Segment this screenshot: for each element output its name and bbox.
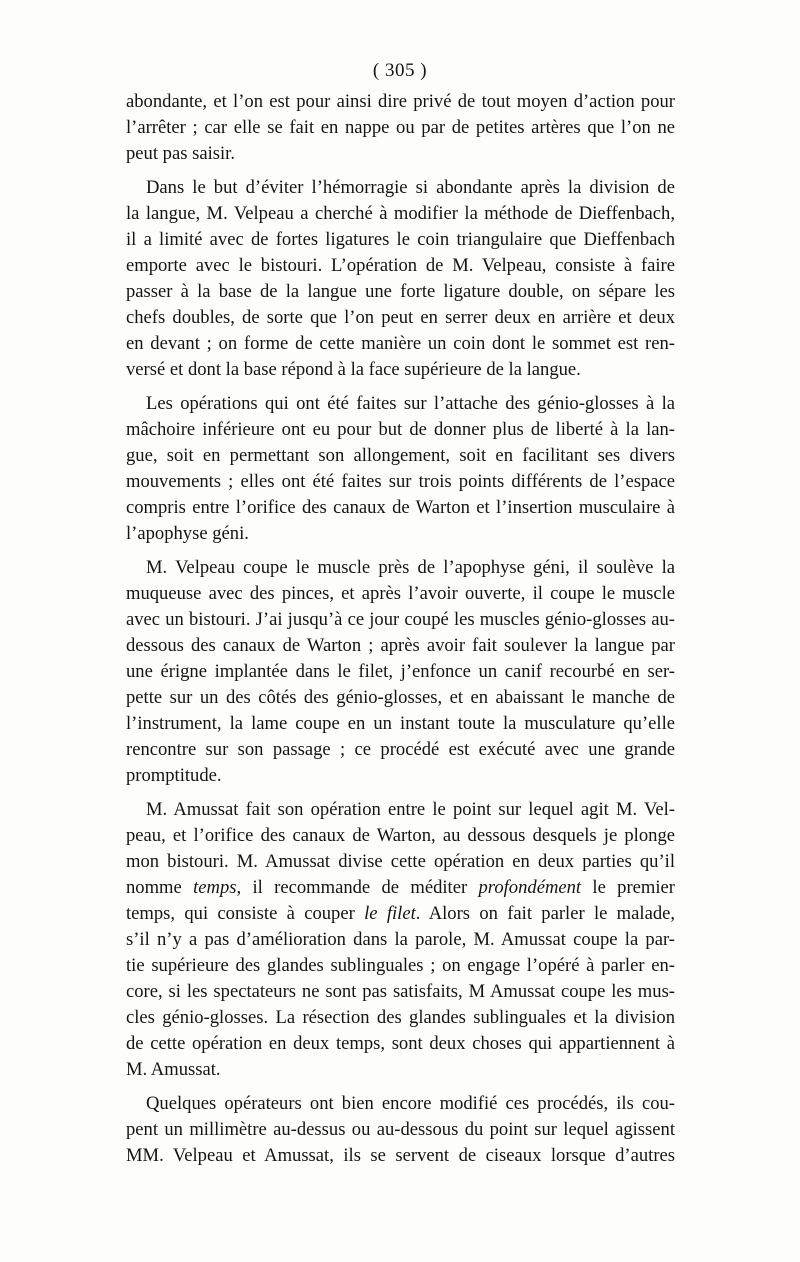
text-run: temps, qui consiste à couper [126,903,365,924]
text-line: tie supérieure des glandes sublinguales ; on engage l’opéré à parler en- [126,955,675,976]
text-run: le premier [581,877,675,898]
text-line: Dans le but d’éviter l’hémorragie si abondante après la division de [146,177,675,198]
text-line: promptitude. [126,765,222,786]
text-line: chefs doubles, de sorte que l’on peut en serrer deux en arrière et deux [126,307,675,328]
page-number: ( 305 ) [372,60,428,81]
paragraph-gap [126,547,675,555]
text-line: compris entre l’orifice des canaux de Warton et l’insertion musculaire à [126,497,675,518]
italic-term-le-filet: le filet [364,903,416,924]
text-line: cles génio-glosses. La résection des glandes sublinguales et la division [126,1007,675,1028]
text-line: une érigne implantée dans le filet, j’enfonce un canif recourbé en ser- [126,661,675,682]
text-run: nomme [126,877,194,898]
text-line: core, si les spectateurs ne sont pas satisfaits, M Amussat coupe les mus- [126,981,675,1002]
text-line: M. Velpeau coupe le muscle près de l’apophyse géni, il soulève la [146,557,675,578]
text-line: avec un bistouri. J’ai jusqu’à ce jour coupé les muscles génio-glosses au- [126,609,675,630]
text-line-with-italics [126,901,675,927]
text-line: Quelques opérateurs ont bien encore modifié ces procédés, ils cou- [146,1093,675,1114]
text-line: gue, soit en permettant son allongement, soit en facilitant ses divers [126,445,675,466]
text-line-with-italics [126,875,675,901]
text-line: pent un millimètre au-dessus ou au-dessous du point sur lequel agissent [126,1119,675,1140]
paragraph-gap [126,1083,675,1091]
text-line: s’il n’y a pas d’amélioration dans la parole, M. Amussat coupe la par- [126,929,675,950]
text-run: , il recommande de méditer [236,877,479,898]
text-line: rencontre sur son passage ; ce procédé est exécuté avec une grande [126,739,675,760]
text-line: peau, et l’orifice des canaux de Warton, au dessous desquels je plonge [126,825,675,846]
text-line: la langue, M. Velpeau a cherché à modifier la méthode de Dieffenbach, [126,203,675,224]
text-line: M. Amussat fait son opération entre le point sur lequel agit M. Vel- [146,799,675,820]
text-line: mâchoire inférieure ont eu pour but de donner plus de liberté à la lan- [126,419,675,440]
italic-term-profondement: profondément [478,877,582,898]
text-line: versé et dont la base répond à la face supérieure de la langue. [126,359,581,380]
text-line: l’instrument, la lame coupe en un instant toute la musculature qu’elle [126,713,675,734]
text-line: abondante, et l’on est pour ainsi dire privé de tout moyen d’action pour [126,91,675,112]
text-line: peut pas saisir. [126,143,235,164]
text-line: l’arrêter ; car elle se fait en nappe ou par de petites artères que l’on ne [126,117,675,138]
text-line: dessous des canaux de Warton ; après avoir fait soulever la langue par [126,635,675,656]
text-line: emporte avec le bistouri. L’opération de M. Velpeau, consiste à faire [126,255,675,276]
text-line: il a limité avec de fortes ligatures le coin triangulaire que Dieffenbach [126,229,675,250]
text-line: mon bistouri. M. Amussat divise cette opération en deux parties qu’il [126,851,675,872]
paragraph-gap [126,167,675,175]
paragraph-gap [126,383,675,391]
italic-term-temps: temps [193,877,237,898]
text-line: de cette opération en deux temps, sont deux choses qui appartiennent à [126,1033,675,1054]
paragraph-gap [126,789,675,797]
text-line: l’apophyse géni. [126,523,249,544]
text-line: M. Amussat. [126,1059,221,1080]
text-line: en devant ; on forme de cette manière un coin dont le sommet est ren- [126,333,675,354]
text-line: mouvements ; elles ont été faites sur trois points différents de l’espace [126,471,675,492]
text-line: MM. Velpeau et Amussat, ils se servent de ciseaux lorsque d’autres [126,1145,675,1166]
text-line: pette sur un des côtés des génio-glosses, et en abaissant le manche de [126,687,675,708]
text-run: . Alors on fait parler le malade, [415,903,675,924]
text-line: Les opérations qui ont été faites sur l’attache des génio-glosses à la [146,393,675,414]
text-line: muqueuse avec des pinces, et après l’avoir ouverte, il coupe le muscle [126,583,675,604]
body-text [126,89,675,1169]
text-line: passer à la base de la langue une forte ligature double, on sépare les [126,281,675,302]
